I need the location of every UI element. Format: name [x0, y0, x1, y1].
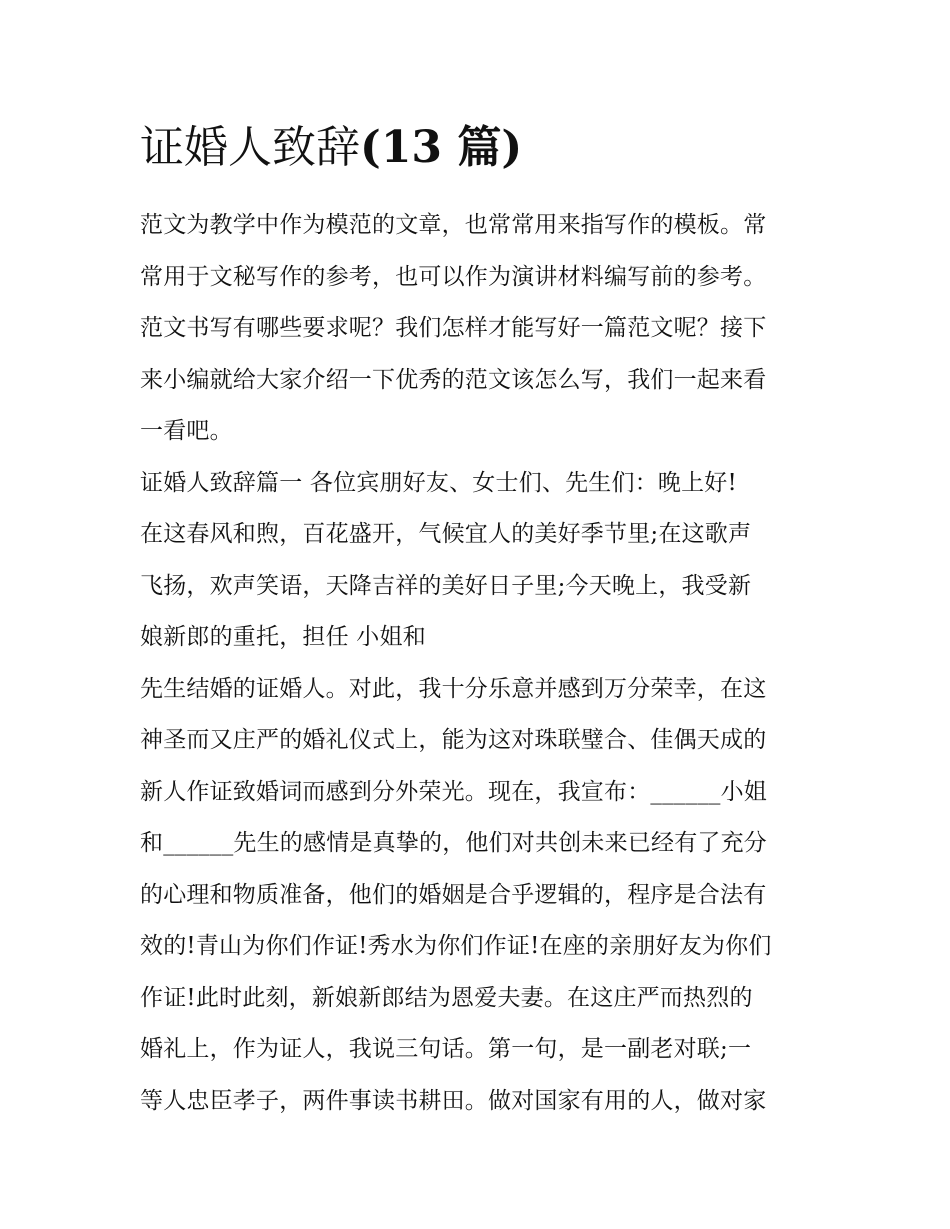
- text-line: 效的!青山为你们作证!秀水为你们作证!在座的亲朋好友为你们: [140, 933, 772, 959]
- text-line: 的心理和物质准备，他们的婚姻是合乎逻辑的，程序是合法有: [140, 881, 767, 908]
- text-line: 新人作证致婚词而感到分外荣光。现在，我宣布：______小姐: [140, 778, 767, 805]
- text-line: 先生结婚的证婚人。对此，我十分乐意并感到万分荣幸，在这: [140, 675, 767, 702]
- text-line: 娘新郎的重托，担任 小姐和: [140, 624, 426, 650]
- text-line: 一看吧。: [140, 418, 233, 444]
- text-line: 神圣而又庄严的婚礼仪式上，能为这对珠联璧合、佳偶天成的: [140, 727, 767, 753]
- document-title: [140, 118, 522, 178]
- text-line: 常用于文秘写作的参考，也可以作为演讲材料编写前的参考。: [140, 263, 767, 290]
- text-line: 婚礼上，作为证人，我说三句话。第一句，是一副老对联;一: [140, 1036, 752, 1062]
- document-body: [140, 200, 820, 1127]
- text-line: 范文书写有哪些要求呢？我们怎样才能写好一篇范文呢？接下: [140, 315, 767, 341]
- title-count: (13 篇): [360, 122, 523, 173]
- text-line: 来小编就给大家介绍一下优秀的范文该怎么写，我们一起来看: [140, 366, 767, 393]
- text-line: 作证!此时此刻，新娘新郎结为恩爱夫妻。在这庄严而热烈的: [140, 984, 753, 1011]
- text-line: 和______先生的感情是真挚的，他们对共创未来已经有了充分: [140, 830, 767, 856]
- text-line: 范文为教学中作为模范的文章，也常常用来指写作的模板。常: [140, 212, 767, 238]
- text-line: 证婚人致辞篇一 各位宾朋好友、女士们、先生们：晚上好!: [140, 469, 737, 496]
- title-main: 证婚人致辞: [140, 122, 360, 173]
- text-line: 飞扬，欢声笑语，天降吉祥的美好日子里;今天晚上，我受新: [140, 572, 752, 599]
- text-line: 在这春风和煦，百花盛开，气候宜人的美好季节里;在这歌声: [140, 521, 752, 547]
- text-line: 等人忠臣孝子，两件事读书耕田。做对国家有用的人，做对家: [140, 1087, 767, 1114]
